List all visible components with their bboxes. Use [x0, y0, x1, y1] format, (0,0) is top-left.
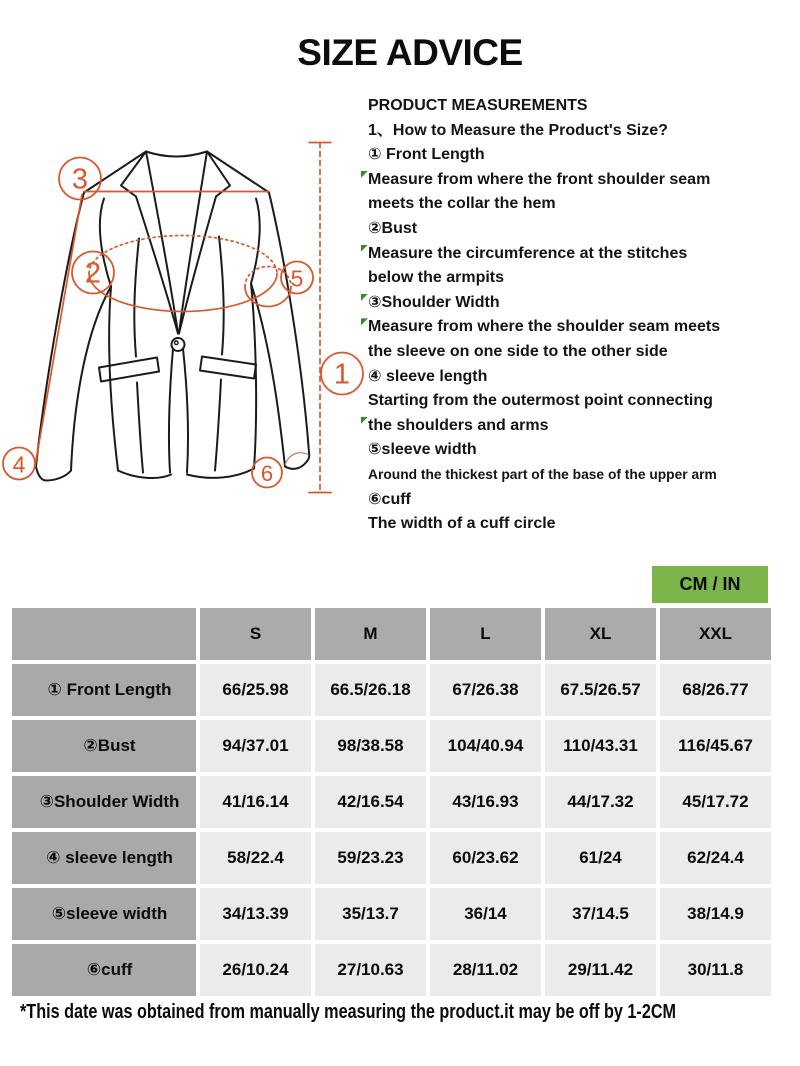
size-cell: 58/22.4	[200, 832, 311, 884]
callout-number-4: 4	[12, 451, 26, 478]
row-label: ④ sleeve length	[12, 832, 196, 884]
size-cell: 43/16.93	[430, 776, 541, 828]
size-cell: 37/14.5	[545, 888, 656, 940]
instruction-text: Measure from where the shoulder seam meets	[368, 318, 721, 336]
size-cell: 66.5/26.18	[315, 664, 426, 716]
instruction-text: ②Bust	[368, 219, 418, 237]
instruction-text: Measure the circumference at the stitches	[368, 244, 688, 262]
callout-1	[321, 353, 363, 395]
size-cell: 34/13.39	[200, 888, 311, 940]
callout-number-5: 5	[290, 265, 304, 292]
instruction-text: Around the thickest part of the base of the upper arm	[368, 466, 717, 482]
table-row	[12, 944, 771, 996]
size-cell: 104/40.94	[430, 720, 541, 772]
instruction-text: Measure from where the front shoulder seam	[368, 170, 711, 188]
instruction-line	[368, 315, 800, 340]
size-cell: 27/10.63	[315, 944, 426, 996]
instruction-line	[368, 291, 800, 316]
instruction-text: ① Front Length	[368, 146, 485, 164]
instruction-line	[368, 488, 800, 513]
column-header: L	[430, 608, 541, 660]
table-row	[12, 776, 771, 828]
size-cell: 44/17.32	[545, 776, 656, 828]
instruction-line	[368, 242, 800, 267]
size-cell: 30/11.8	[660, 944, 771, 996]
size-cell: 116/45.67	[660, 720, 771, 772]
callout-4	[3, 448, 35, 480]
instruction-line	[368, 217, 800, 242]
column-header: XXL	[660, 608, 771, 660]
table-corner-cell	[12, 608, 196, 660]
column-header: S	[200, 608, 311, 660]
size-cell: 28/11.02	[430, 944, 541, 996]
page-title: SIZE ADVICE	[297, 32, 523, 73]
callout-number-2: 2	[84, 257, 102, 290]
table-row	[12, 888, 771, 940]
instruction-line	[368, 340, 800, 365]
row-label: ②Bust	[12, 720, 196, 772]
instruction-text: The width of a cuff circle	[368, 515, 556, 533]
instruction-text: 1、How to Measure the Product's Size?	[368, 121, 668, 139]
instruction-line	[368, 168, 800, 193]
column-header: XL	[545, 608, 656, 660]
instruction-line	[368, 438, 800, 463]
row-label: ⑤sleeve width	[12, 888, 196, 940]
size-cell: 26/10.24	[200, 944, 311, 996]
size-cell: 41/16.14	[200, 776, 311, 828]
instruction-text: below the armpits	[368, 269, 505, 287]
table-row	[12, 720, 771, 772]
instruction-line	[368, 119, 800, 144]
callout-6	[252, 458, 282, 488]
instruction-line	[368, 266, 800, 291]
instruction-text: meets the collar the hem	[368, 195, 556, 213]
table-header-row	[12, 608, 771, 660]
bust-measure-ellipse-top	[89, 236, 277, 274]
size-cell: 29/11.42	[545, 944, 656, 996]
table-row	[12, 664, 771, 716]
callout-3	[59, 158, 101, 200]
instruction-line	[368, 463, 800, 488]
size-cell: 67/26.38	[430, 664, 541, 716]
size-cell: 110/43.31	[545, 720, 656, 772]
size-cell: 61/24	[545, 832, 656, 884]
table-row	[12, 832, 771, 884]
instruction-line	[368, 365, 800, 390]
size-cell: 59/23.23	[315, 832, 426, 884]
instruction-text: ④ sleeve length	[368, 367, 488, 385]
instruction-text: ⑥cuff	[368, 490, 411, 508]
size-cell: 42/16.54	[315, 776, 426, 828]
size-cell: 94/37.01	[200, 720, 311, 772]
instruction-text: ⑤sleeve width	[368, 441, 477, 459]
instruction-line	[368, 389, 800, 414]
size-cell: 60/23.62	[430, 832, 541, 884]
size-cell: 98/38.58	[315, 720, 426, 772]
size-cell: 35/13.7	[315, 888, 426, 940]
instruction-line	[368, 143, 800, 168]
column-header: M	[315, 608, 426, 660]
jacket-diagram	[0, 118, 380, 543]
instruction-text: PRODUCT MEASUREMENTS	[368, 97, 588, 114]
size-cell: 68/26.77	[660, 664, 771, 716]
size-cell: 36/14	[430, 888, 541, 940]
jacket-outline	[36, 152, 309, 481]
row-label: ⑥cuff	[12, 944, 196, 996]
instruction-text: Starting from the outermost point connecting	[368, 392, 713, 410]
callout-number-6: 6	[260, 461, 274, 486]
unit-badge: CM / IN	[652, 566, 768, 603]
instruction-line	[368, 414, 800, 439]
size-cell: 66/25.98	[200, 664, 311, 716]
instruction-text: the shoulders and arms	[368, 416, 549, 434]
instruction-text: ③Shoulder Width	[368, 293, 500, 311]
row-label: ③Shoulder Width	[12, 776, 196, 828]
instruction-line	[368, 94, 800, 119]
footnote: *This date was obtained from manually measuring the product.it may be off by 1-2CM	[20, 1000, 677, 1023]
instruction-line	[368, 512, 800, 537]
size-cell: 38/14.9	[660, 888, 771, 940]
size-cell: 62/24.4	[660, 832, 771, 884]
row-label: ① Front Length	[12, 664, 196, 716]
size-cell: 45/17.72	[660, 776, 771, 828]
instruction-text: the sleeve on one side to the other side	[368, 342, 668, 360]
size-table	[8, 604, 775, 1000]
instruction-line	[368, 192, 800, 217]
measurements-panel	[368, 94, 800, 537]
callout-number-3: 3	[71, 163, 89, 196]
size-cell: 67.5/26.57	[545, 664, 656, 716]
callout-number-1: 1	[333, 358, 351, 391]
